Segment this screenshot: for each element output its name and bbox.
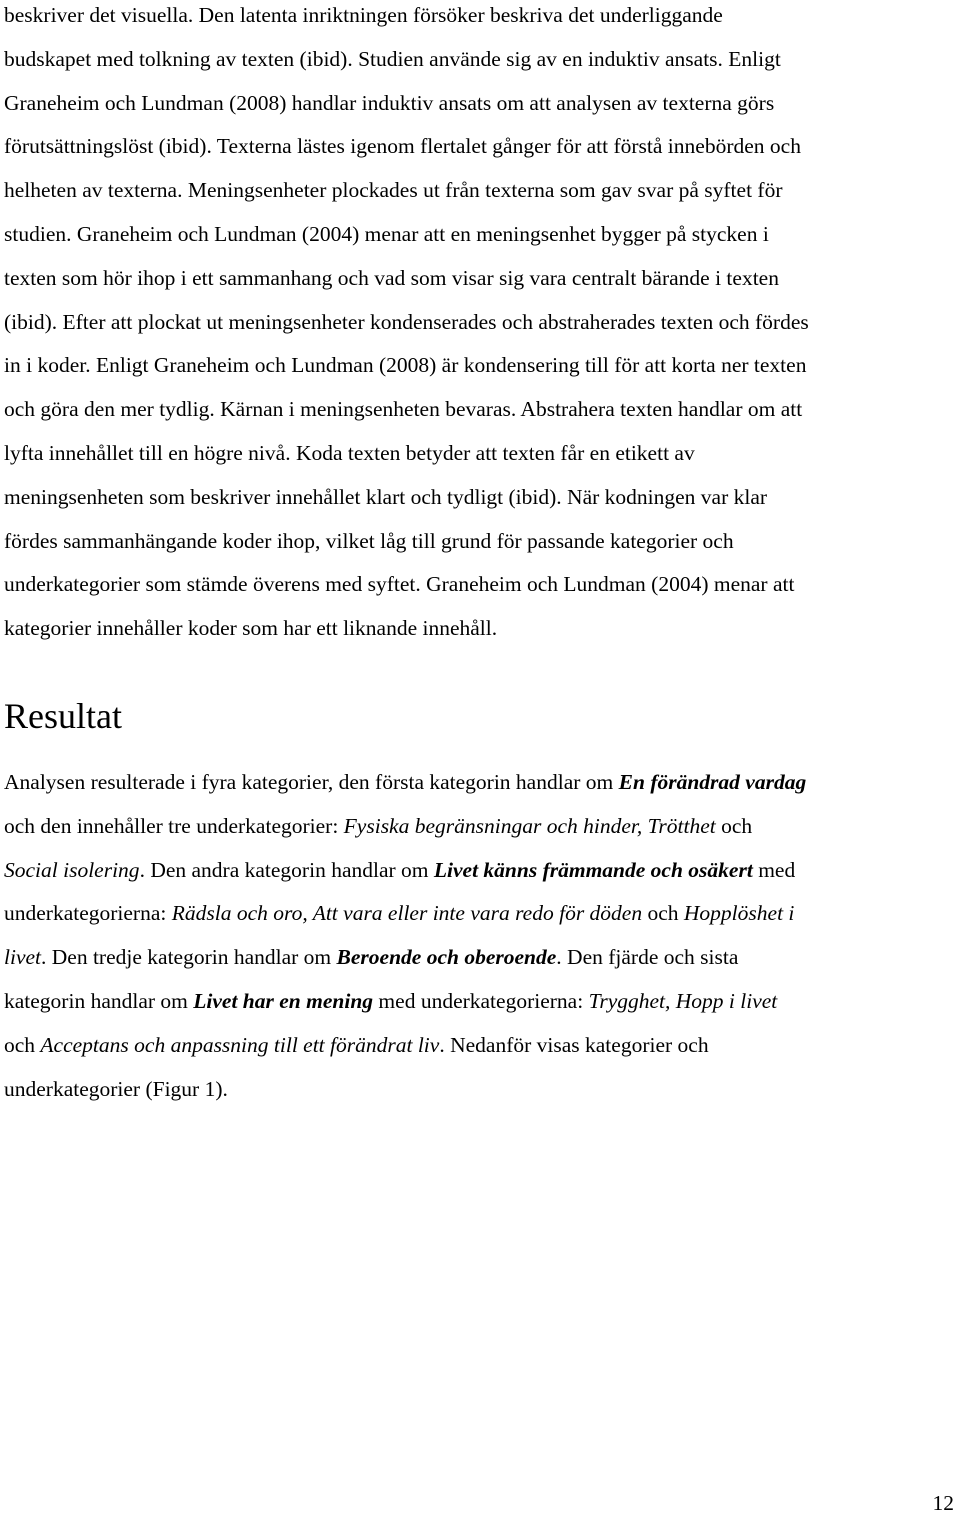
text-run: med — [752, 857, 796, 882]
text-line: budskapet med tolkning av texten (ibid). Studien använde sig av en induktiv ansats. Enligt — [4, 46, 781, 71]
text-run: . Den andra kategorin handlar om — [139, 857, 434, 882]
text-run: . Den tredje kategorin handlar om — [41, 945, 337, 970]
subcategory-names: Rädsla och oro, Att vara eller inte vara redo för döden — [171, 901, 643, 926]
text-run: underkategorier (Figur 1). — [4, 1076, 228, 1101]
subcategory-names: Fysiska begränsningar och hinder, Trötthet — [343, 813, 716, 838]
text-run: och — [642, 901, 684, 926]
method-paragraph — [4, 0, 809, 651]
text-line — [4, 1068, 806, 1112]
text-line: underkategorier som stämde överens med syftet. Graneheim och Lundman (2004) menar att — [4, 572, 795, 597]
subcategory-names: Social isolering — [4, 857, 140, 882]
text-run: med underkategorierna: — [373, 988, 589, 1013]
text-line: helheten av texterna. Meningsenheter plockades ut från texterna som gav svar på syftet för — [4, 178, 783, 203]
text-line: texten som hör ihop i ett sammanhang och vad som visar sig vara centralt bärande i texten — [4, 265, 779, 290]
subcategory-names: Acceptans och anpassning till ett förändrat liv — [40, 1032, 440, 1057]
subcategory-names: Trygghet, Hopp i livet — [588, 988, 778, 1013]
text-line: beskriver det visuella. Den latenta inriktningen försöker beskriva det underliggande — [4, 3, 723, 27]
text-run: kategorin handlar om — [4, 988, 194, 1013]
text-run: Analysen resulterade i fyra kategorier, den första kategorin handlar om — [4, 770, 619, 794]
text-line: studien. Graneheim och Lundman (2004) menar att en meningsenhet bygger på stycken i — [4, 221, 769, 246]
text-line: meningsenheten som beskriver innehållet klart och tydligt (ibid). När kodningen var klar — [4, 484, 768, 509]
text-run: underkategorierna: — [4, 901, 172, 926]
page-number: 12 — [932, 1491, 954, 1515]
text-line: fördes sammanhängande koder ihop, vilket låg till grund för passande kategorier och — [4, 528, 734, 553]
text-run: . Den fjärde och sista — [556, 945, 739, 970]
category-name: Livet känns främmande och osäkert — [433, 857, 753, 882]
text-line — [4, 936, 806, 980]
text-line: och göra den mer tydlig. Kärnan i meningsenheten bevaras. Abstrahera texten handlar om att — [4, 397, 803, 422]
subcategory-names: Hopplöshet i — [683, 901, 795, 926]
text-line — [4, 805, 806, 849]
section-heading: Resultat — [4, 696, 122, 736]
text-run: och den innehåller tre underkategorier: — [4, 813, 344, 838]
category-name: Beroende och oberoende — [336, 945, 557, 970]
text-line: kategorier innehåller koder som har ett liknande innehåll. — [4, 616, 498, 641]
text-run: och — [715, 813, 753, 838]
subcategory-names: livet — [4, 945, 42, 970]
text-line: (ibid). Efter att plockat ut meningsenheter kondenserades och abstraherades texten och fördes — [4, 309, 809, 334]
result-paragraph — [4, 761, 806, 1111]
category-name: En förändrad vardag — [618, 770, 807, 794]
text-line — [4, 761, 806, 805]
text-line: lyfta innehållet till en högre nivå. Koda texten betyder att texten får en etikett av — [4, 440, 695, 465]
text-line — [4, 849, 806, 893]
text-line: förutsättningslöst (ibid). Texterna lästes igenom flertalet gånger för att förstå innebörden och — [4, 134, 801, 159]
text-line — [4, 1024, 806, 1068]
text-run: . Nedanför visas kategorier och — [439, 1032, 709, 1057]
text-line: in i koder. Enligt Graneheim och Lundman (2008) är kondensering till för att korta ner texten — [4, 353, 807, 378]
text-line — [4, 892, 806, 936]
text-run: och — [4, 1032, 41, 1057]
text-line: Graneheim och Lundman (2008) handlar induktiv ansats om att analysen av texterna görs — [4, 90, 775, 115]
text-line — [4, 980, 806, 1024]
category-name: Livet har en mening — [193, 988, 374, 1013]
